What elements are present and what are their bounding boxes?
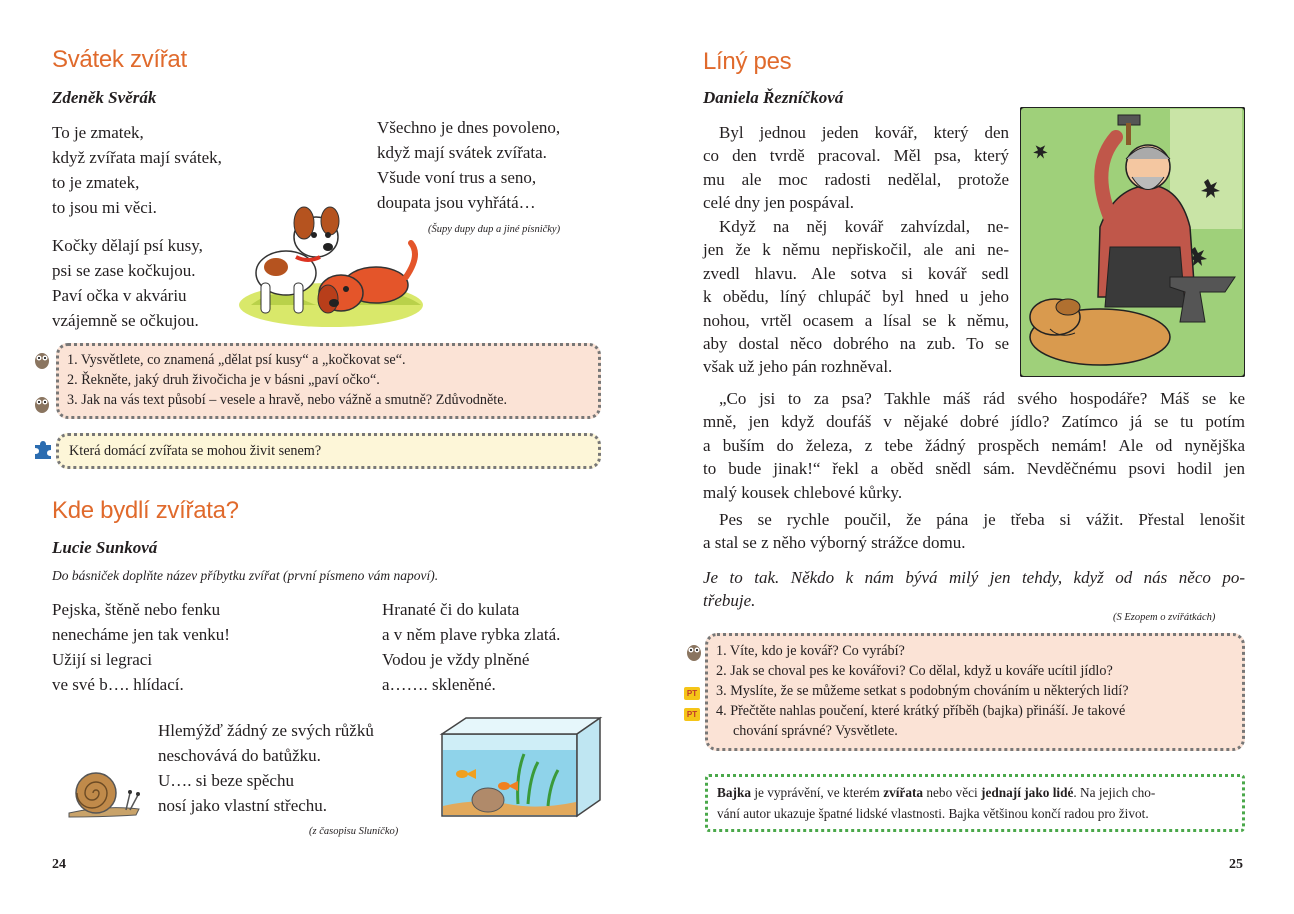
text-line: to bude jinak!“ řekl a oběd snědl sám. Nevděčnému psovi hodil jen: [703, 459, 1245, 479]
poem1-stanza1: [52, 120, 222, 220]
page-number-right: 25: [1229, 857, 1243, 872]
text-line: k obědu, líný chlupáč byl hned u jeho: [703, 287, 1009, 307]
question-4-continued: chování správné? Vysvětlete.: [733, 723, 898, 739]
aquarium-illustration: [438, 714, 603, 819]
text-line: mně, jen když doufáš v nějaké dobré jídlo? Zatímco já se tu potím: [703, 412, 1245, 432]
def-text-3: . Na jejich cho-: [1073, 785, 1156, 800]
blacksmith-illustration: [1020, 107, 1245, 377]
puzzle-question-box: [56, 433, 601, 469]
term-zvirata: zvířata: [883, 785, 924, 800]
text-line: a v něm plave rybka zlatá.: [382, 625, 561, 644]
text-line: nenecháme jen tak venku!: [52, 625, 230, 644]
text-line: Je to tak. Někdo k nám bývá milý jen tehdy, když od nás něco po-: [703, 568, 1245, 587]
question-3: 3. Jak na vás text působí – vesele a hravě, nebo vážně a smutně? Zdůvodněte.: [67, 392, 508, 408]
text-line: Všude voní trus a seno,: [377, 168, 537, 187]
text-line: Kočky dělají psí kusy,: [52, 236, 203, 255]
poem2-stanza3: [158, 718, 374, 818]
question-1: 1. Víte, kdo je kovář? Co vyrábí?: [716, 643, 905, 659]
question-2: 2. Jak se choval pes ke kovářovi? Co dělal, když u kováře ucítil jídlo?: [716, 663, 1113, 679]
questions-box-2: [705, 633, 1245, 751]
text-line: a……. skleněné.: [382, 675, 496, 694]
text-line: To je zmatek,: [52, 123, 144, 142]
fable-definition-line1: [717, 782, 1233, 803]
story-paragraph-4: [703, 508, 1245, 555]
text-line: Pes se rychle poučil, že pána je třeba si vážit. Přestal lenošit: [719, 510, 1245, 529]
term-jednaji-jako-lide: jednají jako lidé: [981, 785, 1074, 800]
text-line: U…. si beze spěchu: [158, 771, 294, 790]
term-bajka: Bajka: [717, 785, 751, 800]
text-line: Pejska, štěně nebo fenku: [52, 600, 221, 619]
author-sunkova: Lucie Sunková: [52, 538, 158, 557]
def-text-2: nebo věci: [923, 785, 982, 800]
text-line: nosí jako vlastní střechu.: [158, 796, 328, 815]
text-line: doupata jsou vyhřátá…: [377, 193, 536, 212]
puzzle-question: Která domácí zvířata se mohou živit senem?: [69, 443, 322, 459]
text-line: a buším do železa, z tebe žádný prospěch nemám! Ale od nynějška: [703, 435, 1245, 455]
text-line: Všechno je dnes povoleno,: [377, 118, 561, 137]
def-text-1: je vyprávění, ve kterém: [751, 785, 884, 800]
text-line: to jsou mi věci.: [52, 198, 157, 217]
snail-illustration: [64, 765, 144, 820]
text-line: však už jeho pán rozhněval.: [703, 357, 893, 377]
title-kde-bydli-zvirata: Kde bydlí zvířata?: [52, 497, 239, 524]
playing-dogs-illustration: [236, 205, 426, 330]
text-line: aby dostal něco dobrého na zub. To se: [703, 334, 1009, 354]
text-line: celé dny jen pospával.: [703, 193, 855, 213]
text-line: nohou, vrtěl ocasem a lísal se k němu,: [703, 310, 1009, 330]
owl-icon: [34, 394, 50, 414]
instruction: Do básniček doplňte název příbytku zvířat (první písmeno vám napoví).: [52, 568, 439, 583]
text-line: Když na něj kovář zahvízdal, ne-: [719, 217, 1009, 236]
question-3: 3. Myslíte, že se můžeme setkat s podobným chováním u některých lidí?: [716, 683, 1129, 699]
text-line: neschovává do batůžku.: [158, 746, 321, 765]
text-line: Užijí si legraci: [52, 650, 153, 669]
title-svatek-zvirat: Svátek zvířat: [52, 46, 187, 73]
text-line: když mají svátek zvířata.: [377, 143, 547, 162]
pt-icon: PT: [684, 708, 700, 721]
text-line: Paví očka v akváriu: [52, 286, 187, 305]
text-line: jen že k němu nepřiskočil, ale ani ne-: [703, 240, 1009, 260]
fable-definition-line2: vání autor ukazuje špatné lidské vlastnosti. Bajka většinou končí radou pro život.: [717, 806, 1149, 821]
text-line: Hranaté či do kulata: [382, 600, 520, 619]
title-liny-pes: Líný pes: [703, 48, 792, 75]
question-4: 4. Přečtěte nahlas poučení, které krátký příběh (bajka) přináší. Je takové: [716, 703, 1126, 719]
text-line: když zvířata mají svátek,: [52, 148, 222, 167]
owl-icon: [34, 350, 50, 370]
fable-definition-box: [705, 774, 1245, 832]
text-line: zvedl hlavu. Ale sotva si kovář sedl: [703, 263, 1009, 283]
text-line: třebuje.: [703, 591, 756, 611]
question-1: 1. Vysvětlete, co znamená „dělat psí kusy“ a „kočkovat se“.: [67, 352, 406, 368]
source-ezop: (S Ezopem o zvířátkách): [1113, 612, 1216, 623]
story-paragraph-1: [703, 121, 1009, 215]
story-moral: [703, 566, 1245, 613]
puzzle-icon: [33, 440, 53, 460]
author-sverak: Zdeněk Svěrák: [52, 88, 157, 107]
poem2-stanza2: [382, 597, 560, 697]
source-slunicko: (z časopisu Sluníčko): [309, 826, 399, 837]
page-number-left: 24: [52, 857, 66, 872]
story-paragraph-2: [703, 215, 1009, 379]
pt-icon: PT: [684, 687, 700, 700]
text-line: psi se zase kočkujou.: [52, 261, 196, 280]
poem1-stanza2: [52, 233, 203, 333]
text-line: ve své b…. hlídací.: [52, 675, 184, 694]
text-line: Byl jednou jeden kovář, který den: [719, 123, 1009, 142]
text-line: „Co jsi to za psa? Takhle máš rád svého hospodáře? Máš se ke: [719, 389, 1245, 408]
text-line: Vodou je vždy plněné: [382, 650, 530, 669]
text-line: a stal se z něho výborný strážce domu.: [703, 533, 966, 553]
story-paragraph-3: [703, 387, 1245, 504]
author-reznickova: Daniela Řezníčková: [703, 88, 844, 107]
owl-icon: [686, 642, 702, 662]
text-line: co den tvrdě pracoval. Měl psa, který: [703, 146, 1009, 166]
text-line: malý kousek chlebové kůrky.: [703, 482, 903, 502]
questions-box-1: [56, 343, 601, 419]
question-2: 2. Řekněte, jaký druh živočicha je v básni „paví očko“.: [67, 372, 380, 388]
text-line: Hlemýžď žádný ze svých růžků: [158, 721, 374, 740]
text-line: vzájemně se očkujou.: [52, 311, 199, 330]
poem2-stanza1: [52, 597, 230, 697]
source-supy-dupy: (Šupy dupy dup a jiné písničky): [428, 224, 561, 235]
text-line: to je zmatek,: [52, 173, 140, 192]
poem1-stanza3: [377, 115, 560, 215]
text-line: mu ale moc radosti nedělal, protože: [703, 169, 1009, 189]
